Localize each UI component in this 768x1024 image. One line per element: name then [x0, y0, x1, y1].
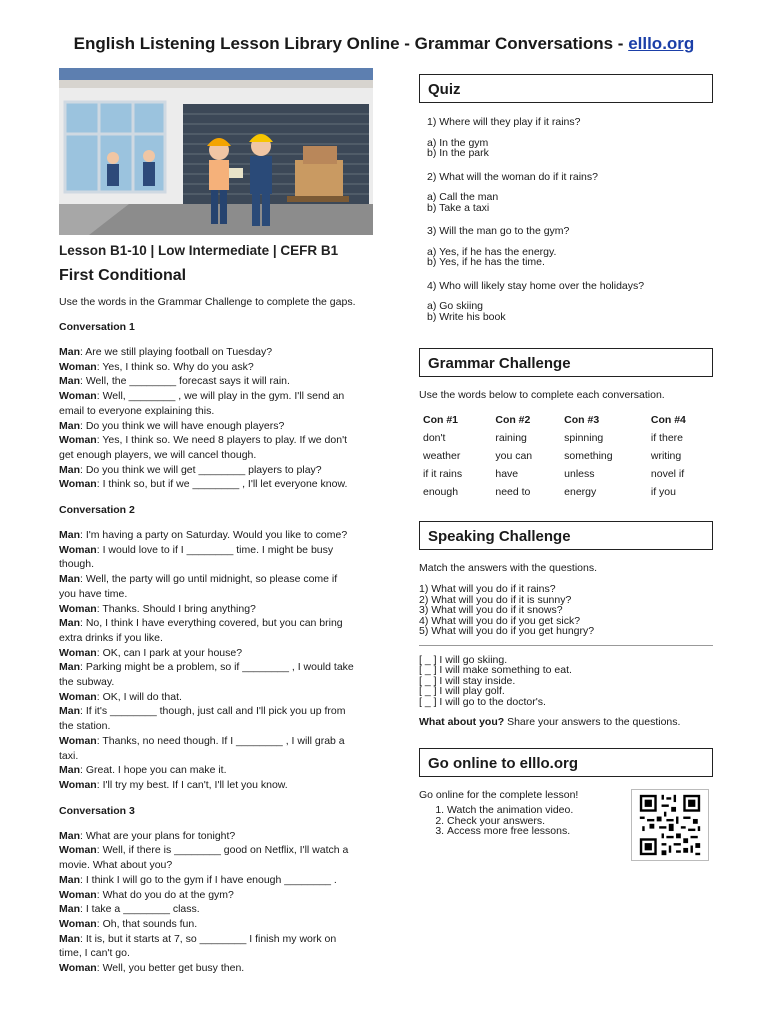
quiz-item	[427, 172, 713, 214]
table-cell: writing	[650, 450, 682, 462]
column-header: Con #3	[564, 414, 600, 426]
dialogue-line	[59, 463, 377, 478]
speaker: Woman	[59, 478, 97, 491]
dialogue-line	[59, 374, 377, 389]
speaking-question: 5) What will you do if you get hungry?	[419, 625, 595, 637]
speaker: Man	[59, 375, 80, 388]
line-text: movie. What about you?	[59, 859, 173, 872]
go-online-steps	[435, 805, 573, 837]
speaker: Man	[59, 419, 80, 432]
dialogue-line	[59, 616, 377, 631]
lesson-info: Lesson B1-10 | Low Intermediate | CEFR B1	[59, 243, 339, 258]
line-text: the subway.	[59, 676, 115, 689]
line-text: : Yes, I think so. Why do you ask?	[96, 360, 254, 373]
go-online-intro: Go online for the complete lesson!	[419, 789, 579, 801]
line-text: : Well, the ________ forecast says it will rain.	[80, 375, 290, 388]
quiz-option: a) In the gym	[427, 136, 489, 149]
conversation-heading: Conversation 2	[59, 504, 135, 517]
speaker: Woman	[59, 434, 97, 447]
table-cell: you can	[495, 450, 533, 462]
speaker: Woman	[59, 962, 97, 975]
line-text: you have time.	[59, 587, 128, 600]
table-row	[419, 483, 713, 501]
line-text: : Thanks. Should I bring anything?	[96, 602, 256, 615]
speaker: Man	[59, 573, 80, 586]
table-row	[419, 447, 713, 465]
go-online-step: 2. Check your answers.	[447, 816, 573, 827]
dialogue-line	[59, 360, 377, 375]
dialogue-line	[59, 404, 377, 419]
quiz-option: b) In the park	[427, 147, 489, 159]
line-text: : I take a ________ class.	[80, 903, 200, 916]
speaking-question: 1) What will you do if it rains?	[419, 583, 556, 595]
dialogue-line	[59, 843, 377, 858]
quiz-option: a) Yes, if he has the energy.	[427, 245, 557, 258]
quiz-question: 4) Who will likely stay home over the holidays?	[427, 279, 645, 292]
speaker: Woman	[59, 360, 97, 373]
speaker: Woman	[59, 734, 97, 747]
line-text: time, I can't go.	[59, 947, 130, 960]
speaker: Man	[59, 764, 80, 777]
line-text: though.	[59, 558, 95, 571]
lesson-topic: First Conditional	[59, 267, 187, 284]
speaker: Man	[59, 661, 80, 674]
speaking-question: 3) What will you do if it snows?	[419, 604, 563, 616]
line-text: : Are we still playing football on Tuesday?	[80, 346, 273, 358]
dialogue-line	[59, 961, 377, 976]
elllo-link[interactable]: elllo.org	[628, 34, 695, 53]
dialogue-line	[59, 763, 377, 778]
dialogue-line	[59, 572, 377, 587]
table-cell: energy	[564, 486, 597, 498]
column-header: Con #4	[650, 414, 686, 426]
speaker: Man	[59, 829, 80, 842]
quiz-questions	[419, 117, 713, 322]
line-text: taxi.	[59, 749, 79, 762]
line-text: : If it's ________ though, just call and I'll pick you up from	[80, 705, 346, 718]
quiz-option: b) Yes, if he has the time.	[427, 256, 545, 268]
dialogue-line	[59, 660, 377, 675]
speaking-answer: [ _ ] I will stay inside.	[419, 674, 516, 687]
line-text: : Parking might be a problem, so if ________ , I would take	[80, 661, 354, 674]
line-text: : I'll try my best. If I can't, I'll let you know.	[96, 778, 288, 791]
quiz-question: 1) Where will they play if it rains?	[427, 116, 581, 128]
speaking-answer: [ _ ] I will go skiing.	[419, 653, 508, 666]
go-online-section	[419, 748, 713, 863]
table-cell: novel if	[650, 468, 685, 480]
speaker: Woman	[59, 844, 97, 857]
dialogue-line	[59, 932, 377, 947]
go-online-step: 3. Access more free lessons.	[447, 826, 573, 837]
go-online-step: 1. Watch the animation video.	[447, 805, 573, 816]
speaking-answer: [ _ ] I will play golf.	[419, 685, 505, 697]
quiz-question: 2) What will the woman do if it rains?	[427, 170, 598, 183]
speaker: Woman	[59, 390, 97, 403]
dialogue-line	[59, 778, 377, 793]
line-text: : Thanks, no need though. If I ________ , I will grab a	[96, 734, 345, 747]
line-text: : Well, you better get busy then.	[96, 962, 245, 975]
dialogue-line	[59, 528, 377, 543]
speaker: Man	[59, 617, 80, 630]
quiz-item	[427, 117, 713, 159]
table-row	[419, 465, 713, 483]
what-about-you-text: Share your answers to the questions.	[504, 716, 681, 728]
lesson-illustration	[59, 68, 373, 235]
line-text: : Oh, that sounds fun.	[96, 917, 198, 930]
table-cell: if there	[650, 432, 683, 444]
speaker: Woman	[59, 690, 97, 703]
dialogue-line	[59, 719, 377, 734]
conversation-3	[59, 805, 377, 976]
dialogue-line	[59, 557, 377, 572]
line-text: : I think I will go to the gym if I have enough ________ .	[80, 873, 337, 886]
dialogue-line	[59, 902, 377, 917]
quiz-section	[419, 74, 713, 322]
speaker: Man	[59, 529, 80, 542]
word-bank-table	[419, 411, 713, 501]
speaking-answer: [ _ ] I will make something to eat.	[419, 664, 572, 676]
conversation-lines	[59, 829, 377, 976]
quiz-option: b) Write his book	[427, 310, 506, 323]
table-cell: need to	[495, 486, 531, 498]
quiz-option: a) Go skiing	[427, 300, 484, 312]
divider	[419, 645, 713, 646]
table-cell: weather	[423, 450, 461, 462]
page-title	[0, 34, 768, 54]
line-text: : Great. I hope you can make it.	[80, 764, 227, 777]
dialogue-line	[59, 602, 377, 617]
line-text: email to everyone explaining this.	[59, 404, 215, 417]
line-text: get enough players, we will cancel though.	[59, 448, 257, 461]
table-cell: if you	[650, 486, 676, 498]
dialogue-line	[59, 477, 377, 492]
table-cell: raining	[495, 432, 527, 444]
go-online-heading: Go online to elllo.org	[419, 748, 713, 777]
what-about-you	[419, 716, 713, 728]
quiz-question: 3) Will the man go to the gym?	[427, 225, 570, 237]
conversation-lines	[59, 345, 377, 492]
line-text: : I'm having a party on Saturday. Would you like to come?	[80, 529, 348, 542]
dialogue-line	[59, 543, 377, 558]
title-text: English Listening Lesson Library Online - Grammar Conversations -	[73, 34, 629, 53]
line-text: extra drinks if you like.	[59, 631, 163, 644]
dialogue-line	[59, 419, 377, 434]
speaker: Man	[59, 346, 80, 358]
speaking-answer: [ _ ] I will go to the doctor's.	[419, 695, 546, 708]
dialogue-line	[59, 433, 377, 448]
dialogue-line	[59, 345, 377, 360]
line-text: : No, I think I have everything covered, but you can bring	[80, 617, 343, 630]
grammar-challenge-heading: Grammar Challenge	[419, 348, 713, 377]
dialogue-line	[59, 917, 377, 932]
speaker: Man	[59, 705, 80, 718]
line-text: : What are your plans for tonight?	[80, 829, 236, 842]
conversation-heading: Conversation 3	[59, 804, 135, 817]
line-text: : Well, the party will go until midnight, so please come if	[80, 573, 338, 586]
column-header: Con #1	[423, 414, 459, 426]
table-cell: spinning	[564, 432, 604, 444]
dialogue-line	[59, 873, 377, 888]
line-text: : OK, can I park at your house?	[96, 646, 243, 659]
lesson-instruction: Use the words in the Grammar Challenge to complete the gaps.	[59, 296, 356, 308]
line-text: : I think so, but if we ________ , I'll let everyone know.	[96, 478, 348, 491]
qr-code-icon[interactable]	[631, 789, 709, 861]
dialogue-line	[59, 946, 377, 961]
table-cell: have	[495, 468, 519, 480]
dialogue-line	[59, 704, 377, 719]
dialogue-line	[59, 690, 377, 705]
right-column	[419, 74, 713, 863]
dialogue-line	[59, 749, 377, 764]
dialogue-line	[59, 734, 377, 749]
speaker: Man	[59, 873, 80, 886]
line-text: : Well, if there is ________ good on Netflix, I'll watch a	[96, 844, 349, 857]
speaking-question: 4) What will you do if you get sick?	[419, 614, 581, 627]
line-text: : What do you do at the gym?	[96, 888, 234, 901]
quiz-heading: Quiz	[419, 74, 713, 103]
speaker: Man	[59, 463, 80, 476]
quiz-option: b) Take a taxi	[427, 201, 490, 214]
speaking-challenge-heading: Speaking Challenge	[419, 521, 713, 550]
speaking-challenge-section	[419, 521, 713, 728]
left-column	[59, 68, 377, 976]
what-about-you-label: What about you?	[419, 716, 505, 728]
conversation-heading: Conversation 1	[59, 321, 135, 333]
line-text: : I would love to if I ________ time. I might be busy	[96, 543, 334, 556]
speaker: Woman	[59, 917, 97, 930]
speaker: Man	[59, 932, 80, 945]
speaking-question: 2) What will you do if it is sunny?	[419, 593, 572, 606]
quiz-option: a) Call the man	[427, 191, 499, 203]
dialogue-line	[59, 675, 377, 690]
grammar-challenge-section	[419, 348, 713, 501]
conversation-2	[59, 504, 377, 793]
column-header: Con #2	[495, 414, 531, 426]
line-text: : Do you think we will get ________ players to play?	[80, 463, 322, 476]
line-text: : Do you think we will have enough players?	[80, 419, 285, 432]
speaking-challenge-instruction: Match the answers with the questions.	[419, 562, 598, 574]
speaker: Woman	[59, 543, 97, 556]
line-text: the station.	[59, 720, 111, 733]
dialogue-line	[59, 646, 377, 661]
dialogue-line	[59, 858, 377, 873]
line-text: : It is, but it starts at 7, so ________ I finish my work on	[80, 932, 337, 945]
speaker: Woman	[59, 602, 97, 615]
line-text: : Yes, I think so. We need 8 players to play. If we don't	[96, 434, 347, 447]
speaking-questions	[419, 584, 713, 637]
table-cell: something	[564, 450, 613, 462]
dialogue-line	[59, 888, 377, 903]
table-cell: don't	[423, 432, 446, 444]
table-row	[419, 429, 713, 447]
speaker: Woman	[59, 646, 97, 659]
quiz-item	[427, 226, 713, 268]
conversation-lines	[59, 528, 377, 793]
dialogue-line	[59, 829, 377, 844]
table-cell: enough	[423, 486, 459, 498]
grammar-challenge-instruction: Use the words below to complete each conversation.	[419, 389, 665, 401]
dialogue-line	[59, 448, 377, 463]
go-online-body	[419, 789, 713, 863]
dialogue-line	[59, 631, 377, 646]
conversation-1	[59, 321, 377, 492]
table-cell: if it rains	[423, 468, 463, 480]
speaker: Man	[59, 903, 80, 916]
speaker: Woman	[59, 888, 97, 901]
line-text: : OK, I will do that.	[96, 690, 182, 703]
table-header-row	[419, 411, 713, 429]
dialogue-line	[59, 389, 377, 404]
speaking-answers	[419, 655, 713, 708]
table-cell: unless	[564, 468, 595, 480]
dialogue-line	[59, 587, 377, 602]
line-text: : Well, ________ , we will play in the gym. I'll send an	[96, 390, 345, 403]
speaker: Woman	[59, 778, 97, 791]
quiz-item	[427, 281, 713, 323]
